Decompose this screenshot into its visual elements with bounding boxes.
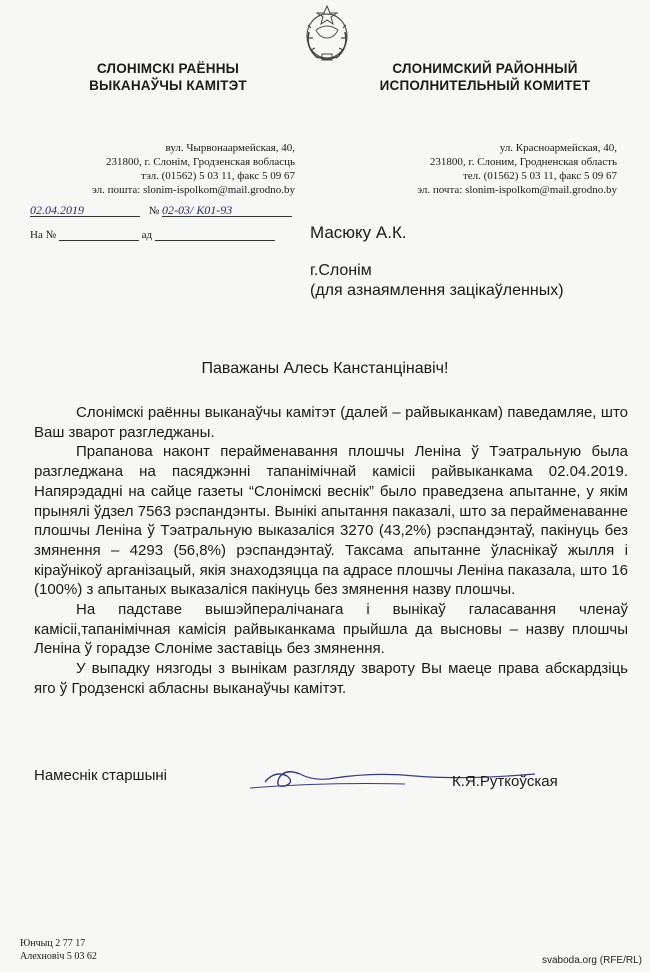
signatory-name: К.Я.Руткоўская	[452, 773, 558, 790]
source-watermark: svaboda.org (RFE/RL)	[541, 955, 642, 966]
reference-label: На №	[30, 229, 57, 241]
registration-date: 02.04.2019	[30, 203, 140, 217]
registration-line	[30, 203, 292, 217]
contact-line: Юнчыц 2 77 17	[20, 938, 86, 949]
issuer-name-line: СЛОНИМСКИЙ РАЙОННЫЙ	[392, 61, 578, 76]
registration-number-label: №	[148, 205, 160, 217]
recipient-block	[310, 223, 564, 301]
reference-date-blank	[155, 227, 275, 241]
address-line: эл. почта: slonim-ispolkom@mail.grodno.by	[417, 184, 617, 196]
reference-number-blank	[59, 227, 139, 241]
address-line: вул. Чырвонаармейская, 40,	[165, 142, 295, 154]
body-paragraph: На падставе вышэйпералічанага і вынікаў галасавання членаў камісіі,тапанімічная камісія райвыканкама прыйшла да высновы – назву плошчы Леніна ў горадзе Слоніме заставіць без змянення.	[34, 601, 628, 658]
state-emblem-icon	[300, 4, 354, 64]
registration-number: 02-03/ К01-93	[162, 203, 292, 217]
issuer-address-russian	[345, 141, 617, 197]
body-paragraph: Слонімскі раённы выканаўчы камітэт (далей – райвыканкам) паведамляе, што Ваш зварот разгледжаны.	[34, 404, 628, 441]
recipient-city: г.Слонім	[310, 262, 372, 279]
reference-date-label: ад	[141, 229, 153, 241]
recipient-note: (для азнаямлення зацікаўленных)	[310, 282, 564, 299]
issuer-name-line: СЛОНІМСКІ РАЁННЫ	[96, 61, 240, 76]
issuer-name-russian	[355, 60, 615, 94]
executor-contacts	[20, 937, 97, 963]
issuer-address-belarusian	[20, 141, 295, 197]
signatory-role: Намеснік старшыні	[34, 767, 167, 784]
issuer-name-line: ИСПОЛНИТЕЛЬНЫЙ КОМИТЕТ	[379, 78, 591, 93]
address-line: тэл. (01562) 5 03 11, факс 5 09 67	[141, 170, 295, 182]
issuer-name-belarusian	[38, 60, 298, 94]
address-line: тел. (01562) 5 03 11, факс 5 09 67	[462, 170, 617, 182]
body-paragraph: Прапанова наконт перайменавання плошчы Леніна ў Тэатральную была разгледжана на пасяджэнні тапанімічнай камісіі райвыканкама 02.04.2019. Напярэдадні на сайце газеты “Слонімскі веснік” было праведзена апытанне, у якім прынялі ўдзел 7563 рэспандэнты. Вынікі апытання паказалі, што за перайменаванне плошчы Леніна ў Тэатральную выказаліся 3270 (43,2%) рэспандэнтаў, пакінуць без змянення – 4293 (56,8%) рэспандэнтаў. Таксама апытанне ўласнікаў жылля і кіраўнікоў арганізацый, якія знаходзяцца па адрасе плошчы Леніна паказала, што 16 (100%) з апытаных выказаліся пакінуць без змянення назву плошчы.	[34, 443, 628, 599]
contact-line: Алехновіч 5 03 62	[20, 951, 97, 962]
address-line: эл. пошта: slonim-ispolkom@mail.grodno.by	[92, 184, 295, 196]
address-line: ул. Красноармейская, 40,	[499, 142, 617, 154]
issuer-name-line: ВЫКАНАЎЧЫ КАМІТЭТ	[89, 78, 247, 93]
address-line: 231800, г. Слоним, Гродненская область	[429, 156, 617, 168]
address-line: 231800, г. Слонім, Гродзенская вобласць	[105, 156, 295, 168]
salutation: Паважаны Алесь Канстанцінавіч!	[201, 360, 449, 377]
recipient-name: Масюку А.К.	[310, 223, 407, 242]
body-paragraph: У выпадку нязгоды з вынікам разгляду звароту Вы маеце права абскардзіць яго ў Гродзенскі абласны выканаўчы камітэт.	[34, 660, 628, 697]
letter-body	[34, 403, 628, 699]
reference-line	[30, 227, 275, 241]
